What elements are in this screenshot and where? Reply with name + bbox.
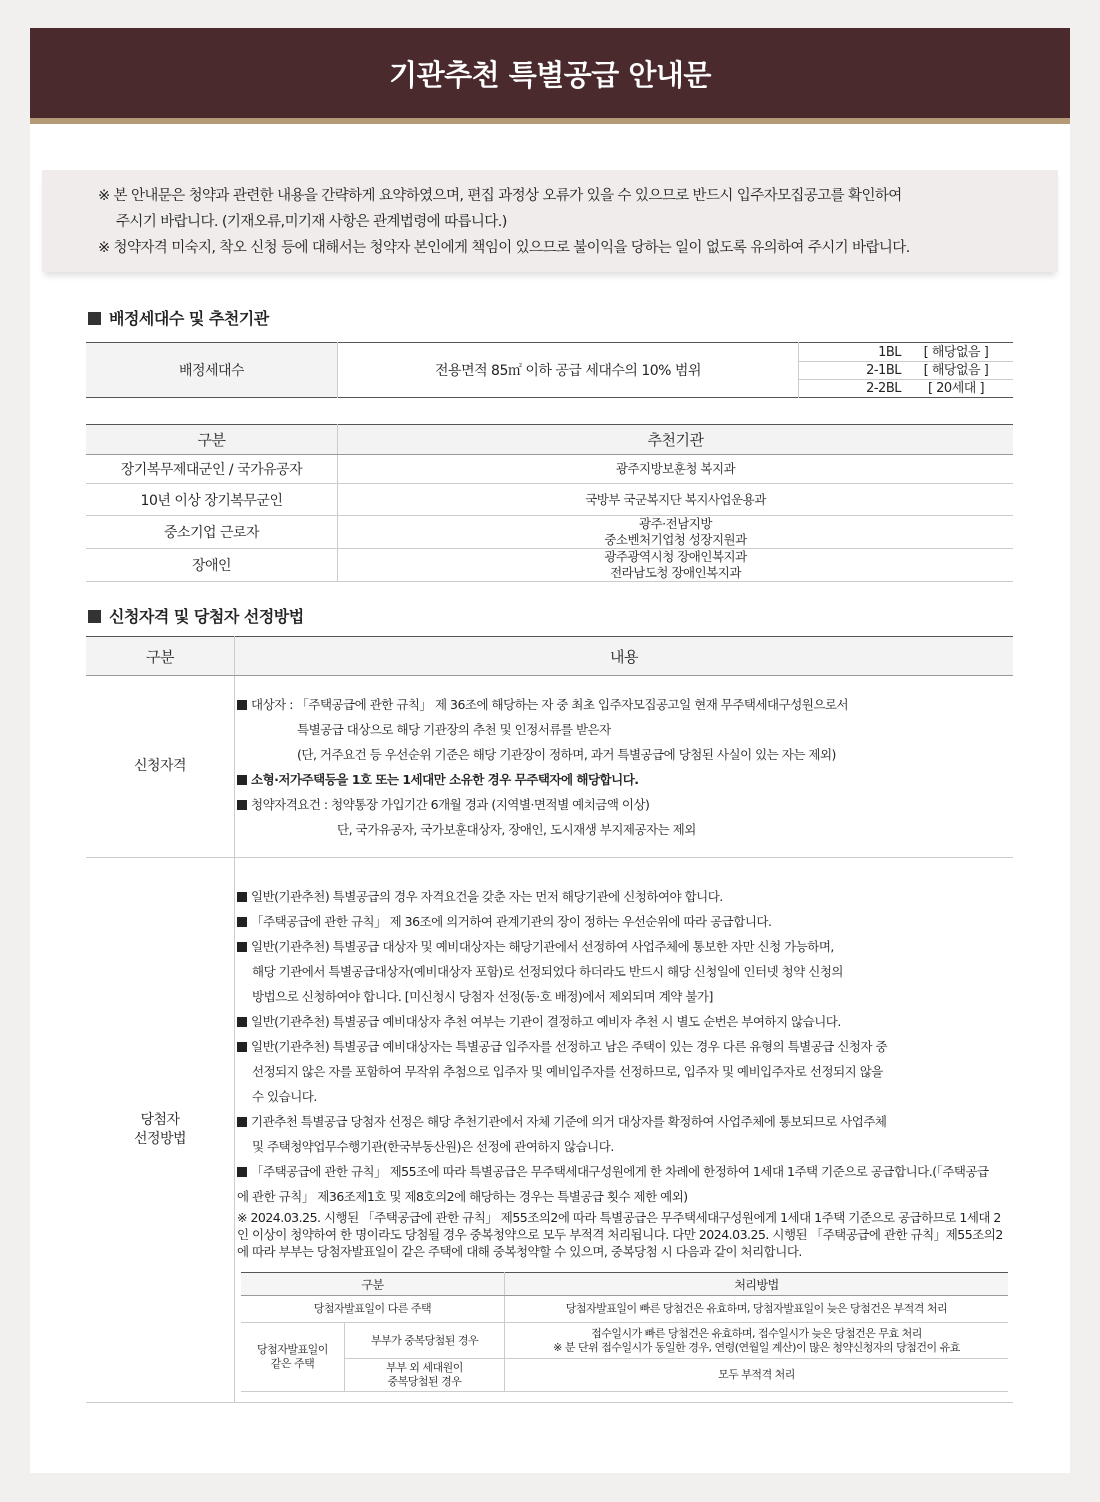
square-bullet-icon (237, 1117, 247, 1127)
block-row: 2-1BL [ 해당없음 ] (799, 362, 1013, 380)
qual-content: 대상자 : 「주택공급에 관한 규칙」 제 36조에 해당하는 자 중 최초 입주자모집공고일 현재 무주택세대구성원으로서 특별공급 대상으로 해당 기관장의 추천 및 인정서류를 받은자 (단, 거주요건 등 우선순위 기준은 해당 기관장이 정하며, 과거 특별공급에 당첨된 사실이 있는 자는 제외) 소형·저가주택등을 1호 또는 1세대만 소유한 경우 무주택자에 해당합니다. 청약자격요건 : 청약통장 가입기간 6개월 경과 (지역별·면적별 예치금액 이상) 단, 국가유공자, 국가보훈대상자, 장애인, 도시재생 부지제공자는 제외 (235, 676, 1014, 858)
row-category: 장기복무제대군인 / 국가유공자 (86, 455, 338, 484)
square-bullet-icon (237, 942, 247, 952)
square-bullet-icon (237, 1042, 247, 1052)
row-agency: 광주·전남지방 중소벤처기업청 성장지원과 (338, 516, 1014, 549)
col-header-category: 구분 (86, 637, 235, 676)
section-title-allocation (88, 306, 269, 329)
notice-line-3: ※ 청약자격 미숙지, 착오 신청 등에 대해서는 청약자 본인에게 책임이 있으므로 불이익을 당하는 일이 없도록 유의하여 주시기 바랍니다. (98, 240, 910, 256)
qualification-table (86, 636, 1013, 1403)
col-header-agency: 추천기관 (338, 425, 1014, 455)
table-row (86, 858, 1013, 1403)
agency-table (86, 424, 1013, 582)
section-title-qualification (88, 604, 304, 627)
table-row (86, 516, 1013, 549)
table-row (86, 484, 1013, 516)
table-row (86, 455, 1013, 484)
table-row: 당첨자발표일이 같은 주택 부부가 중복당첨된 경우 접수일시가 빠른 당첨건은 유효하며, 접수일시가 늦은 당첨건은 무효 처리 ※ 분 단위 접수일시가 동일한 경우, 연령(연월일 계산)이 많은 청약신청자의 당첨건이 유효 (241, 1323, 1008, 1359)
col-header-content: 내용 (235, 637, 1014, 676)
table-row (86, 676, 1013, 858)
col-header-category: 구분 (241, 1273, 505, 1296)
selection-label: 당첨자 선정방법 (86, 858, 235, 1403)
row-category: 장애인 (86, 549, 338, 582)
section-title-text: 배정세대수 및 추천기관 (109, 309, 269, 328)
block-list (799, 343, 1014, 398)
row-agency: 광주광역시청 장애인복지과 전라남도청 장애인복지과 (338, 549, 1014, 582)
square-bullet-icon (237, 917, 247, 927)
qual-label: 신청자격 (86, 676, 235, 858)
alloc-label: 배정세대수 (86, 343, 338, 398)
page-title: 기관추천 특별공급 안내문 (389, 57, 711, 92)
notice-box (42, 170, 1058, 272)
duplicate-note: ※ 2024.03.25. 시행된 「주택공급에 관한 규칙」 제55조의2에 따라 특별공급은 무주택세대구성원에게 1세대 1주택 기준으로 공급하므로 1세대 2인 이상이 청약하여 한 명이라도 당첨될 경우 중복청약으로 모두 부적격 처리됩니다. 다만 2024.03.25. 시행된 「주택공급에 관한 규칙」제55조의2에 따라 부부는 당첨자발표일이 같은 주택에 대해 중복청약할 수 있으며, 중복당첨 시 다음과 같이 처리합니다. (237, 1210, 1003, 1259)
selection-content: 일반(기관추천) 특별공급의 경우 자격요건을 갖춘 자는 먼저 해당기관에 신청하여야 합니다. 「주택공급에 관한 규칙」 제 36조에 의거하여 관계기관의 장이 정하는 우선순위에 따라 공급합니다. 일반(기관추천) 특별공급 대상자 및 예비대상자는 해당기관에서 선정하여 사업주체에 통보한 자만 신청 가능하며, 해당 기관에서 특별공급대상자(예비대상자 포함)로 선정되었다 하더라도 반드시 해당 신청일에 인터넷 청약 신청의 방법으로 신청하여야 합니다. [미신청시 당첨자 선정(동·호 배정)에서 제외되며 계약 불가] 일반(기관추천) 특별공급 예비대상자 추천 여부는 기관이 결정하고 예비자 추천 시 별도 순번은 부여하지 않습니다. 일반(기관추천) 특별공급 예비대상자는 특별공급 입주자를 선정하고 남은 주택이 있는 경우 다른 유형의 특별공급 신청자 중 선정되지 않은 자를 포함하여 무작위 추첨으로 입주자 및 예비입주자를 선정하므로, 입주자 및 예비입주자로 선정되지 않을 수 있습니다. 기관추천 특별공급 당첨자 선정은 해당 추천기관에서 자체 기준에 의거 대상자를 확정하여 사업주체에 통보되므로 사업주체 및 주택청약업무수행기관(한국부동산원)은 선정에 관여하지 않습니다. 「주택공급에 관한 규칙」 제55조에 따라 특별공급은 무주택세대구성원에게 한 차례에 한정하여 1세대 1주택 기준으로 공급합니다.(「주택공급 에 관한 규칙」 제36조제1호 및 제8호의2에 해당하는 경우는 특별공급 횟수 제한 예외) ※ 2024.03.25. 시행된 「주택공급에 관한 규칙」 제55조의2에 따라 특별공급은 무주택세대구성원에게 1세대 1주택 기준으로 공급하므로 1세대 2인 이상이 청약하여 한 명이라도 당첨될 경우 중복청약으로 모두 부적격 처리됩니다. 다만 2024.03.25. 시행된 「주택공급에 관한 규칙」제55조의2에 따라 부부는 당첨자발표일이 같은 주택에 대해 중복청약할 수 있으며, 중복당첨 시 다음과 같이 처리합니다. 구분 처리방법 당첨자발표일이 다른 주택 당첨자발표일이 빠른 당첨건은 유효하며, 당첨자발표일이 늦은 당첨건은 부적격 처리 당첨자발표일이 같은 주택 부부가 중복당첨된 경우 접수일시가 빠른 당첨건은 유효하며, 접수일시가 늦은 당첨건은 무효 처리 ※ 분 단위 접수일시가 동일한 경우, 연령(연월일 계산)이 많은 청약신청자의 당첨건이 유효 부부 외 세대원이 중복당첨된 경우 모두 부적격 처리 (235, 858, 1014, 1403)
table-row (86, 549, 1013, 582)
alloc-desc: 전용면적 85㎡ 이하 공급 세대수의 10% 범위 (338, 343, 799, 398)
square-bullet-icon (237, 892, 247, 902)
square-bullet-icon (88, 610, 101, 623)
table-row: 부부 외 세대원이 중복당첨된 경우 모두 부적격 처리 (241, 1359, 1008, 1392)
square-bullet-icon (237, 700, 247, 710)
row-category: 중소기업 근로자 (86, 516, 338, 549)
block-row: 2-2BL [ 20세대 ] (866, 380, 985, 396)
duplicate-winning-table (241, 1272, 1008, 1392)
square-bullet-icon (237, 1017, 247, 1027)
col-header-category: 구분 (86, 425, 338, 455)
row-category: 10년 이상 장기복무군인 (86, 484, 338, 516)
table-row: 당첨자발표일이 다른 주택 당첨자발표일이 빠른 당첨건은 유효하며, 당첨자발표일이 늦은 당첨건은 부적격 처리 (241, 1296, 1008, 1323)
square-bullet-icon (237, 800, 247, 810)
allocation-table (86, 342, 1013, 398)
row-agency: 국방부 국군복지단 복지사업운용과 (338, 484, 1014, 516)
col-header-method: 처리방법 (505, 1273, 1009, 1296)
square-bullet-icon (237, 775, 247, 785)
title-bar (30, 28, 1070, 124)
section-title-text: 신청자격 및 당첨자 선정방법 (109, 607, 304, 626)
square-bullet-icon (88, 312, 101, 325)
notice-page (30, 28, 1070, 1473)
notice-line-1: ※ 본 안내문은 청약과 관련한 내용을 간략하게 요약하였으며, 편집 과정상 오류가 있을 수 있으므로 반드시 입주자모집공고를 확인하여 (98, 188, 902, 204)
row-agency: 광주지방보훈청 복지과 (338, 455, 1014, 484)
square-bullet-icon (237, 1167, 247, 1177)
block-row: 1BL [ 해당없음 ] (799, 344, 1013, 362)
notice-line-2: 주시기 바랍니다. (기재오류,미기재 사항은 관계법령에 따릅니다.) (116, 214, 507, 230)
